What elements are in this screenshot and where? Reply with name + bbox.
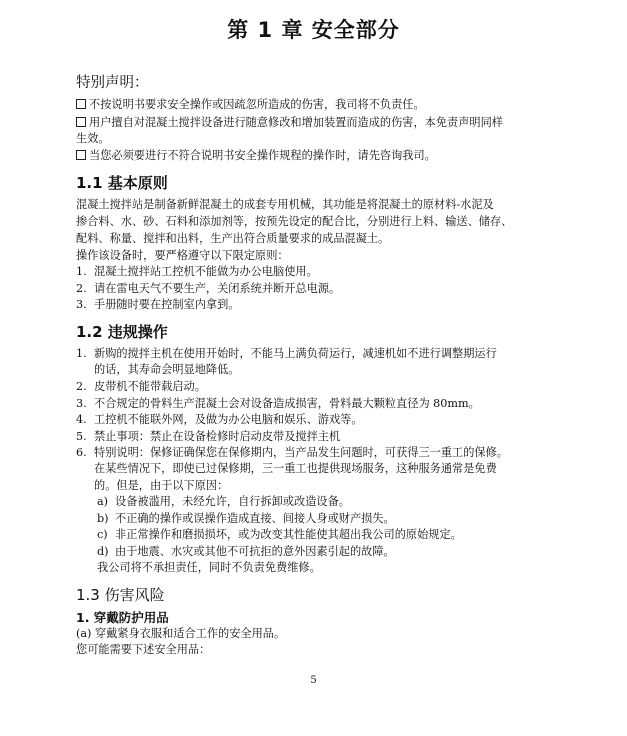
paragraph-line: 配料、称量、搅拌和出料，生产出符合质量要求的成品混凝土。 — [76, 232, 390, 245]
list-item: 5. 禁止事项：禁止在设备检修时启动皮带及搅拌主机 — [76, 430, 341, 443]
checkbox-icon — [76, 99, 86, 109]
sub-heading: 1. 穿戴防护用品 — [76, 610, 169, 625]
list-item: 4. 工控机不能联外网，及做为办公电脑和娱乐、游戏等。 — [76, 413, 363, 426]
paragraph-line: (a) 穿戴紧身衣服和适合工作的安全用品。 — [76, 627, 286, 640]
list-item: 2. 皮带机不能带载启动。 — [76, 380, 206, 393]
list-item: 2. 请在雷电天气不要生产，关闭系统并断开总电源。 — [76, 282, 341, 295]
reason-item: c) 非正常操作和磨损损坏，或为改变其性能使其超出我公司的原始规定。 — [97, 528, 462, 541]
notice-heading: 特别声明： — [76, 75, 149, 91]
notice-item: 用户擅自对混凝土搅拌设备进行随意修改和增加装置而造成的伤害，本免责声明同样 — [76, 116, 503, 130]
section-1-2-heading: 1.2 违规操作 — [76, 323, 168, 341]
list-item-continued: 的话，其寿命会明显地降低。 — [94, 363, 240, 376]
list-item: 1. 混凝土搅拌站工控机不能做为办公电脑使用。 — [76, 265, 318, 278]
notice-item-continued: 生效。 — [76, 132, 110, 145]
list-item: 3. 手册随时要在控制室内拿到。 — [76, 298, 240, 311]
paragraph-line: 您可能需要下述安全用品： — [76, 643, 211, 656]
section-1-3-heading: 1.3 伤害风险 — [76, 586, 165, 604]
notice-item: 不按说明书要求安全操作或因疏忽所造成的伤害，我司将不负责任。 — [76, 98, 425, 112]
list-item-continued: 的。但是，由于以下原因： — [94, 479, 229, 492]
list-item: 6. 特别说明：保修证确保您在保修期内，当产品发生问题时，可获得三一重工的保修。 — [76, 446, 508, 459]
list-item-continued: 在某些情况下，即使已过保修期，三一重工也提供现场服务，这种服务通常是免费 — [94, 462, 497, 475]
notice-item: 当您必须要进行不符合说明书安全操作规程的操作时，请先咨询我司。 — [76, 149, 436, 163]
paragraph-line: 混凝土搅拌站是制备新鲜混凝土的成套专用机械，其功能是将混凝土的原材料-水泥及 — [76, 198, 494, 211]
paragraph-line: 掺合料、水、砂、石料和添加剂等，按预先设定的配合比，分别进行上料、输送、储存、 — [76, 215, 513, 228]
chapter-title: 第 1 章 安全部分 — [227, 18, 400, 42]
reason-item: b) 不正确的操作或误操作造成直接、间接人身或财产损失。 — [97, 512, 395, 525]
reason-item: a) 设备被滥用，未经允许，自行拆卸或改造设备。 — [97, 495, 350, 508]
list-item: 1. 新购的搅拌主机在使用开始时，不能马上满负荷运行，减速机如不进行调整期运行 — [76, 347, 497, 360]
checkbox-icon — [76, 150, 86, 160]
closing-line: 我公司将不承担责任，同时不负责免费维修。 — [97, 561, 321, 574]
reason-item: d) 由于地震、水灾或其他不可抗拒的意外因素引起的故障。 — [97, 545, 395, 558]
list-item: 3. 不合规定的骨料生产混凝土会对设备造成损害，骨料最大颗粒直径为 80mm。 — [76, 397, 480, 410]
checkbox-icon — [76, 117, 86, 127]
section-1-1-heading: 1.1 基本原则 — [76, 174, 168, 192]
paragraph-line: 操作该设备时，要严格遵守以下限定原则： — [76, 249, 289, 262]
page-number: 5 — [310, 675, 317, 686]
